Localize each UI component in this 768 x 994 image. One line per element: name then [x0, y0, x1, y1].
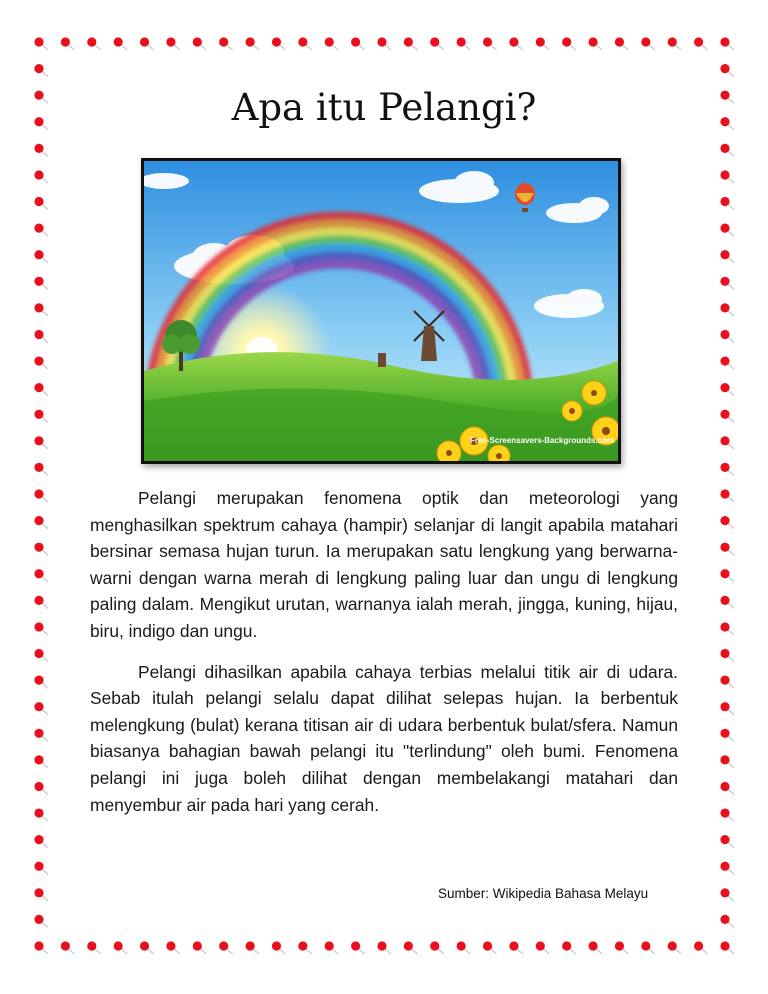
border-dot — [272, 37, 286, 50]
border-dot — [720, 755, 734, 768]
border-dot — [509, 37, 523, 50]
border-dot — [404, 941, 418, 954]
border-dot — [720, 170, 734, 183]
border-dot — [219, 941, 233, 954]
border-dot — [34, 729, 48, 742]
border-dot — [34, 330, 48, 343]
border-dot — [457, 941, 471, 954]
border-dot — [325, 941, 339, 954]
border-dot — [34, 356, 48, 369]
border-dot — [720, 782, 734, 795]
border-dot — [193, 941, 207, 954]
border-dot — [34, 835, 48, 848]
border-dot — [720, 622, 734, 635]
rainbow-photo — [141, 158, 621, 464]
border-dot — [166, 941, 180, 954]
border-dot — [34, 808, 48, 821]
border-dot — [483, 37, 497, 50]
border-dot — [720, 410, 734, 423]
border-dot — [720, 64, 734, 77]
border-dot — [114, 37, 128, 50]
border-dot — [87, 941, 101, 954]
border-dot — [694, 37, 708, 50]
border-dot — [87, 37, 101, 50]
border-dot — [615, 37, 629, 50]
border-dot — [351, 37, 365, 50]
border-dot — [720, 144, 734, 157]
border-dot — [720, 489, 734, 502]
border-dot — [720, 436, 734, 449]
border-dot — [720, 197, 734, 210]
border-dot — [720, 808, 734, 821]
border-dot — [34, 170, 48, 183]
border-dot — [34, 676, 48, 689]
border-dot — [298, 941, 312, 954]
border-dot — [668, 941, 682, 954]
border-dot — [720, 941, 734, 954]
border-dot — [720, 862, 734, 875]
border-dot — [430, 37, 444, 50]
border-dot — [34, 941, 48, 954]
border-dot — [34, 516, 48, 529]
border-dot — [720, 383, 734, 396]
border-dot — [562, 37, 576, 50]
border-dot — [720, 569, 734, 582]
border-dot — [245, 941, 259, 954]
border-dot — [34, 543, 48, 556]
border-dot — [720, 463, 734, 476]
border-dot — [34, 144, 48, 157]
paragraph-2: Pelangi dihasilkan apabila cahaya terbias melalui titik air di udara. Sebab itulah pelangi selalu dapat dilihat selepas hujan. Ia berbentuk melengkung (bulat) kerana titisan air di udara berbentuk bulat/sfera. Namun biasanya bahagian bawah pelangi itu "terlindung" oleh bumi. Fenomena pelangi ini juga boleh dilihat dengan membelakangi matahari dan menyembur air pada hari yang cerah. — [90, 661, 678, 815]
border-dot — [166, 37, 180, 50]
border-dot — [668, 37, 682, 50]
border-dot — [536, 37, 550, 50]
border-dot — [298, 37, 312, 50]
border-dot — [509, 941, 523, 954]
border-dot — [720, 596, 734, 609]
border-dot — [34, 569, 48, 582]
border-dot — [562, 941, 576, 954]
border-dot — [34, 303, 48, 316]
border-dot — [536, 941, 550, 954]
border-dot — [720, 356, 734, 369]
border-dot — [34, 224, 48, 237]
border-dot — [140, 941, 154, 954]
border-dot — [720, 543, 734, 556]
border-dot — [720, 915, 734, 928]
border-dot — [219, 37, 233, 50]
border-dot — [34, 888, 48, 901]
border-dot — [720, 649, 734, 662]
border-dot — [588, 37, 602, 50]
border-dot — [34, 383, 48, 396]
border-dot — [720, 37, 734, 50]
border-dot — [34, 782, 48, 795]
border-dot — [720, 888, 734, 901]
border-dot — [720, 516, 734, 529]
border-dot — [34, 915, 48, 928]
border-dot — [34, 862, 48, 875]
border-dot — [34, 436, 48, 449]
border-dot — [61, 941, 75, 954]
border-dot — [193, 37, 207, 50]
border-dot — [615, 941, 629, 954]
border-dot — [720, 277, 734, 290]
paragraph-1: Pelangi merupakan fenomena optik dan meteorologi yang menghasilkan spektrum cahaya (hampir) selanjar di langit apabila matahari bersinar semasa hujan turun. Ia merupakan satu lengkung yang berwarna-warni dengan warna merah di lengkung paling luar dan ungu di lengkung paling dalam. Mengikut urutan, warnanya ialah merah, jingga, kuning, hijau, biru, indigo dan ungu. — [90, 488, 678, 641]
page-title: Apa itu Pelangi? — [231, 86, 537, 129]
border-dot — [351, 941, 365, 954]
border-dot — [34, 622, 48, 635]
border-dot — [377, 37, 391, 50]
border-dot — [457, 37, 471, 50]
border-dot — [720, 224, 734, 237]
border-dot — [588, 941, 602, 954]
border-dot — [34, 277, 48, 290]
border-dot — [34, 702, 48, 715]
border-dot — [34, 410, 48, 423]
border-dot — [34, 37, 48, 50]
border-dot — [34, 489, 48, 502]
border-dot — [483, 941, 497, 954]
article-body — [90, 485, 678, 832]
border-dot — [377, 941, 391, 954]
border-dot — [325, 37, 339, 50]
border-dot — [720, 303, 734, 316]
border-dot — [245, 37, 259, 50]
border-dot — [34, 250, 48, 263]
border-dot — [720, 835, 734, 848]
border-dot — [34, 596, 48, 609]
border-dot — [34, 64, 48, 77]
border-dot — [404, 37, 418, 50]
border-dot — [34, 755, 48, 768]
border-dot — [272, 941, 286, 954]
border-dot — [694, 941, 708, 954]
border-dot — [34, 463, 48, 476]
border-dot — [34, 649, 48, 662]
border-dot — [720, 250, 734, 263]
border-dot — [114, 941, 128, 954]
source-citation: Sumber: Wikipedia Bahasa Melayu — [438, 886, 649, 901]
border-dot — [34, 197, 48, 210]
border-dot — [720, 330, 734, 343]
border-dot — [720, 676, 734, 689]
border-dot — [641, 37, 655, 50]
rainbow-landscape-image — [144, 161, 618, 461]
image-watermark: Free-Screensavers-Backgrounds.com — [469, 436, 614, 445]
border-dot — [720, 702, 734, 715]
border-dot — [641, 941, 655, 954]
border-dot — [720, 729, 734, 742]
border-dot — [140, 37, 154, 50]
border-dot — [430, 941, 444, 954]
border-dot — [61, 37, 75, 50]
